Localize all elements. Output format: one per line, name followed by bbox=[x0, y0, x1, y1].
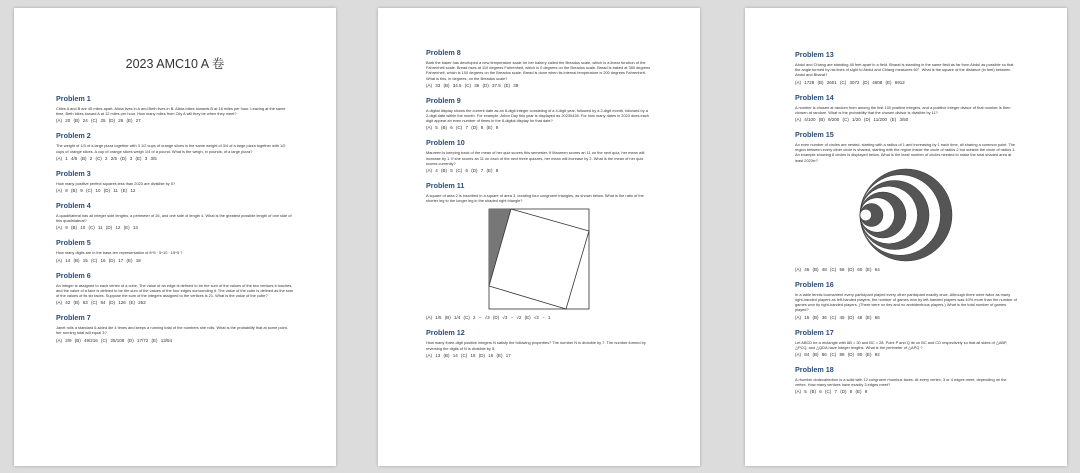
answer-choices: (A) 5 (B) 6 (C) 7 (D) 8 (E) 9 bbox=[426, 125, 499, 131]
problem-heading: Problem 8 bbox=[426, 48, 461, 57]
problem-text: How many positive perfect squares less than 2023 are divisible by 5? bbox=[56, 180, 176, 186]
problem-11 bbox=[426, 181, 652, 320]
problem-heading: Problem 18 bbox=[795, 365, 834, 375]
problem-4 bbox=[56, 201, 294, 230]
problem-text: How many digits are in the base-ten representation of 8^5 · 5^10 · 15^5 ? bbox=[56, 250, 183, 256]
problem-1 bbox=[56, 94, 294, 123]
inscribed-squares-figure bbox=[487, 207, 591, 311]
page-3-content bbox=[745, 8, 1067, 394]
answer-choices: (A) 1728 (B) 2601 (C) 3072 (D) 4608 (E) 6912 bbox=[795, 79, 905, 85]
problem-2 bbox=[56, 131, 294, 160]
problem-heading: Problem 11 bbox=[426, 181, 465, 191]
problem-10 bbox=[426, 138, 652, 173]
problem-text: Abdul and Chiang are standing 48 feet apart in a field. Bharat is standing in the same field as far from Abdul as possible so that the angle formed by his lines of sight to Abdul and Chiang measures 60°. What is the square of the distance (in feet) between Abdul and Bharat? bbox=[795, 62, 1014, 78]
problem-heading: Problem 13 bbox=[795, 50, 834, 59]
problem-text: An even number of circles are nested, starting with a radius of 1 and increasing by 1 each time, all sharing a common point. The region between every other circle is shaded, starting with the region inside the circle of radius 2 but outside the circle of radius 1. An example showing 8 circles is displayed below. What is the least number of circles needed to make the total shaded area at least 2023π? bbox=[795, 142, 1016, 163]
answer-choices: (A) 46 (B) 48 (C) 56 (D) 60 (E) 64 bbox=[795, 266, 880, 272]
problem-heading: Problem 4 bbox=[56, 201, 91, 211]
problem-text: In a table tennis tournament every participant played every other participant exactly once. Although there were twice as many right-handed players as left-handed players, the number of games won by left-handed players was 40% more than the number of games won by right-handed players. (There were no ties and no ambidextrous players.) What is the total number of games played? bbox=[795, 291, 1017, 313]
problem-heading: Problem 16 bbox=[795, 279, 834, 289]
circle-1 bbox=[860, 209, 872, 221]
problem-text: A quadrilateral has all integer side lengths, a perimeter of 26, and one side of length 4. What is the greatest possible length of one side of this quadrilateral? bbox=[56, 213, 292, 224]
document-page-1 bbox=[14, 8, 336, 466]
problem-text: Maureen is keeping track of the mean of her quiz scores this semester. If Maureen scores an 11 on the next quiz, her mean will increase by 1. If she scores an 11 on each of the next three quizzes, her mean will increase by 2. What is the mean of her quiz scores currently? bbox=[426, 150, 645, 166]
problem-text: A number is chosen at random from among the first 100 positive integers, and a positive integer divisor of that number is then chosen at random. What is the probability that the chosen divisor is divisible by 11? bbox=[795, 104, 1011, 115]
answer-choices: (A) 4/100 (B) 9/200 (C) 1/20 (D) 11/200 (E) 3/50 bbox=[795, 117, 909, 123]
problem-6 bbox=[56, 271, 294, 306]
answer-choices: (A) 1 4/5 (B) 2 (C) 2 2/5 (D) 3 (E) 3 3/5 bbox=[56, 155, 157, 161]
problem-text: Janet rolls a standard 6-sided die 4 times and keeps a running total of the numbers she rolls. What is the probability that at some point, her running total will equal 3? bbox=[56, 325, 288, 336]
problem-7 bbox=[56, 313, 294, 342]
document-page-3 bbox=[745, 8, 1067, 466]
problem-text: How many three-digit positive integers N satisfy the following properties? The number N is divisible by 7. The number formed by reversing the digits of N is divisible by 5. bbox=[426, 340, 646, 351]
answer-choices: (A) 2/9 (B) 49/216 (C) 25/108 (D) 17/72 (E) 13/54 bbox=[56, 337, 173, 343]
problem-16 bbox=[795, 280, 1017, 320]
problem-heading: Problem 15 bbox=[795, 130, 834, 140]
answer-choices: (A) 20 (B) 24 (C) 25 (D) 26 (E) 27 bbox=[56, 118, 141, 124]
answer-choices: (A) 8 (B) 9 (C) 10 (D) 11 (E) 12 bbox=[56, 188, 136, 194]
answer-choices: (A) 1/5 (B) 1/4 (C) 2 − √3 (D) √3 − √2 (E) √2 − 1 bbox=[426, 315, 551, 321]
problem-18 bbox=[795, 365, 1017, 394]
problem-heading: Problem 14 bbox=[795, 92, 834, 102]
problem-text: An integer is assigned to each vertex of a cube. The value of an edge is defined to be the sum of the values of the two vertices it touches, and the value of a face is defined to be the sum of the values of the four edges surrounding it. The value of the cube is defined as the sum of the values of its six faces. Suppose the sum of the integers assigned to the vertices is 21. What is the value of the cube? bbox=[56, 282, 294, 299]
answer-choices: (A) 5 (B) 6 (C) 7 (D) 8 (E) 9 bbox=[795, 389, 868, 395]
problem-heading: Problem 9 bbox=[426, 95, 461, 105]
problem-9 bbox=[426, 96, 652, 131]
nested-circles-figure bbox=[858, 167, 954, 263]
answer-choices: (A) 33 (B) 34.5 (C) 36 (D) 37.5 (E) 39 bbox=[426, 82, 519, 88]
problem-heading: Problem 10 bbox=[426, 138, 465, 148]
problem-heading: Problem 17 bbox=[795, 327, 834, 337]
page-2-content bbox=[378, 8, 700, 358]
problem-8 bbox=[426, 48, 652, 88]
problem-text: Cities A and B are 45 miles apart. Alicia lives in A and Beth lives in B. Alicia bikes towards B at 18 miles per hour. Leaving at the same time, Beth bikes toward A at 12 miles per hour. How many miles from City A will they be when they meet? bbox=[56, 106, 286, 117]
answer-choices: (A) 4 (B) 5 (C) 6 (D) 7 (E) 8 bbox=[426, 168, 499, 174]
problem-text: Barb the baker has developed a new temperature scale for her bakery called the Breadus scale, which is a linear function of the Fahrenheit scale. Bread rises at 110 degrees Fahrenheit, which is 0 degrees on the Breadus scale. Bread is baked at 350 degrees Fahrenheit, which is 100 degrees on the Breadus scale. Bread is done when its internal temperature is 200 degrees Fahrenheit. What is this, in degrees, on the Breadus scale? bbox=[426, 60, 651, 81]
problem-5 bbox=[56, 238, 294, 262]
problem-13 bbox=[795, 50, 1017, 85]
problem-12 bbox=[426, 328, 652, 357]
problem-heading: Problem 2 bbox=[56, 131, 91, 141]
answer-choices: (A) 15 (B) 36 (C) 45 (D) 48 (E) 66 bbox=[795, 314, 880, 320]
answer-choices: (A) 14 (B) 15 (C) 16 (D) 17 (E) 18 bbox=[56, 257, 141, 263]
problem-text: A square of area 2 is inscribed in a square of area 3, creating four congruent triangles, as shown below. What is the ratio of the shorter leg to the longer leg in the shaded right triangle? bbox=[426, 193, 644, 204]
answer-choices: (A) 13 (B) 14 (C) 15 (D) 16 (E) 17 bbox=[426, 352, 511, 358]
problem-text: The weight of 1/3 of a large pizza together with 3 1/2 cups of orange slices is the same weight of 3/4 of a large pizza together with 1/2 cups of orange slices. A cup of orange slices weigh 1/4 of a pound. What is the weigh, in pounds, of a large pizza? bbox=[56, 143, 286, 154]
answer-choices: (A) 9 (B) 10 (C) 11 (D) 12 (E) 13 bbox=[56, 225, 138, 231]
problem-heading: Problem 12 bbox=[426, 328, 465, 338]
page-1-content bbox=[14, 94, 336, 343]
problem-3 bbox=[56, 169, 294, 193]
problem-text: Let ABCD be a rectangle with AB = 30 and BC = 28. Point P and Q lie on BC and CD respectively so that all sides of △ABP, △PCQ, and △QDA have integer lengths. What is the perimeter of △APQ ? bbox=[795, 339, 1008, 350]
problem-heading: Problem 6 bbox=[56, 270, 91, 280]
document-title: 2023 AMC10 A 卷 bbox=[125, 57, 225, 71]
problem-heading: Problem 5 bbox=[56, 238, 91, 248]
problem-heading: Problem 7 bbox=[56, 313, 91, 323]
problem-text: A digital display shows the current date as an 8-digit integer consisting of a 4-digit year, followed by a 2-digit month, followed by a 2-digit date within the month. For example, Arbor Day this year is displayed as 20230428. For how many dates in 2023 does each digit appear an even number of times in the 8-digital display for that date? bbox=[426, 107, 649, 124]
answer-choices: (A) 84 (B) 86 (C) 88 (D) 90 (E) 92 bbox=[795, 352, 880, 358]
problem-15 bbox=[795, 130, 1017, 272]
problem-17 bbox=[795, 328, 1017, 357]
problem-14 bbox=[795, 93, 1017, 122]
problem-heading: Problem 1 bbox=[56, 94, 91, 103]
document-page-2 bbox=[378, 8, 700, 466]
answer-choices: (A) 42 (B) 63 (C) 84 (D) 126 (E) 252 bbox=[56, 300, 146, 306]
problem-text: A rhombic dodecahedron is a solid with 12 congruent rhombus faces. At every vertex, 3 or 4 edges meet, depending on the vertex. How many vertices have exactly 3 edges meet? bbox=[795, 377, 1007, 388]
problem-heading: Problem 3 bbox=[56, 168, 91, 178]
